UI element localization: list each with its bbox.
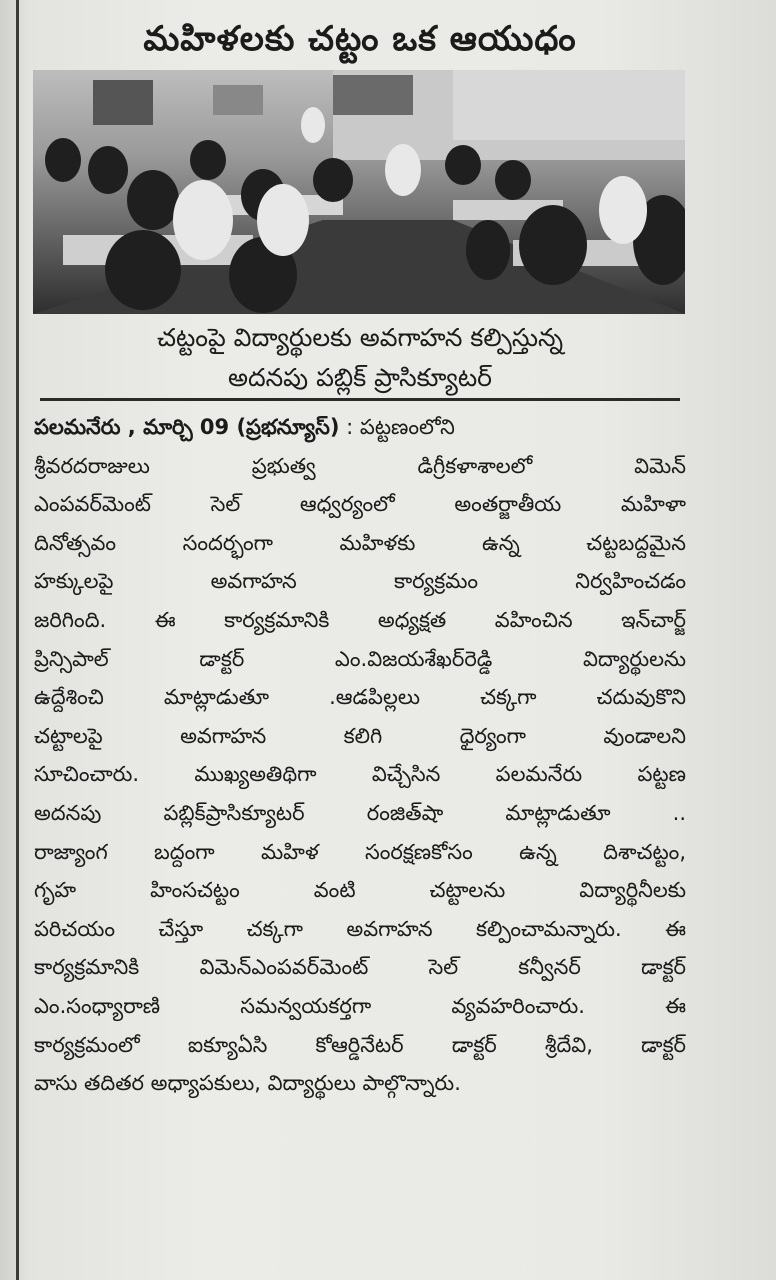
- body-line: కార్యక్రమంలో ఐక్యూఏసి కోఆర్డినేటర్ డాక్టర్ శ్రీదేవి, డాక్టర్: [34, 1032, 686, 1057]
- body-line: హక్కులపై అవగాహన కార్యక్రమం నిర్వహించడం: [34, 569, 686, 594]
- article-headline: మహిళలకు చట్టం ఒక ఆయుధం: [143, 19, 577, 59]
- caption-line-2: అదనపు పబ్లిక్ ప్రాసిక్యూటర్: [227, 363, 493, 392]
- body-line: గృహ హింసచట్టం వంటి చట్టాలను విద్యార్థినీలకు: [34, 878, 686, 903]
- body-line: దినోత్సవం సందర్భంగా మహిళకు ఉన్న చట్టబద్దమైన: [34, 530, 686, 555]
- body-line: ప్రిన్సిపాల్ డాక్టర్ ఎం.విజయశేఖర్‌రెడ్డి విద్యార్థులను: [34, 646, 686, 671]
- first-line-text: : పట్టణంలోని: [339, 415, 455, 439]
- body-line: సూచించారు. ముఖ్యఅతిథిగా విచ్చేసిన పలమనేరు పట్టణ: [34, 762, 686, 787]
- body-line: జరిగింది. ఈ కార్యక్రమానికి అధ్యక్షత వహించిన ఇన్‌చార్జ్: [34, 607, 686, 632]
- body-line-last: వాసు తదితర అధ్యాపకులు, విద్యార్థులు పాల్గొన్నారు.: [34, 1071, 461, 1096]
- caption-divider: [40, 398, 680, 401]
- article-body: [34, 408, 686, 1103]
- column-rule: [16, 0, 19, 1280]
- classroom-photo-icon: [33, 70, 685, 314]
- article-dateline: పలమనేరు , మార్చి 09 (ప్రభన్యూస్): [34, 415, 340, 439]
- body-line: పరిచయం చేస్తూ చక్కగా అవగాహన కల్పించామన్నారు. ఈ: [34, 916, 686, 941]
- body-line: శ్రీవరదరాజులు ప్రభుత్వ డిగ్రీకళాశాలలో విమెన్: [34, 453, 686, 478]
- body-line: చట్టాలపై అవగాహన కలిగి ధైర్యంగా వుండాలని: [34, 723, 686, 748]
- photo-caption: [40, 318, 680, 398]
- caption-line-1: చట్టంపై విద్యార్థులకు అవగాహన కల్పిస్తున్న: [156, 323, 564, 352]
- body-line: రాజ్యాంగ బద్దంగా మహిళ సంరక్షణకోసం ఉన్న దిశాచట్టం,: [34, 839, 686, 864]
- body-line: కార్యక్రమానికి విమెన్‌ఎంపవర్‌మెంట్ సెల్ కన్వీనర్ డాక్టర్: [34, 955, 686, 980]
- body-line: ఉద్దేశించి మాట్లాడుతూ .ఆడపిల్లలు చక్కగా చదువుకొని: [34, 685, 686, 710]
- classroom-photo: [33, 70, 685, 314]
- body-line: ఎంపవర్‌మెంట్ సెల్ ఆధ్వర్యంలో అంతర్జాతీయ మహిళా: [34, 492, 686, 517]
- body-line: ఎం.సంధ్యారాణి సమన్వయకర్తగా వ్యవహరించారు. ఈ: [34, 993, 686, 1018]
- article-first-line: [34, 408, 686, 447]
- body-line: అదనపు పబ్లిక్‌ప్రాసిక్యూటర్ రంజిత్‌షా మాట్లాడుతూ ..: [34, 800, 686, 825]
